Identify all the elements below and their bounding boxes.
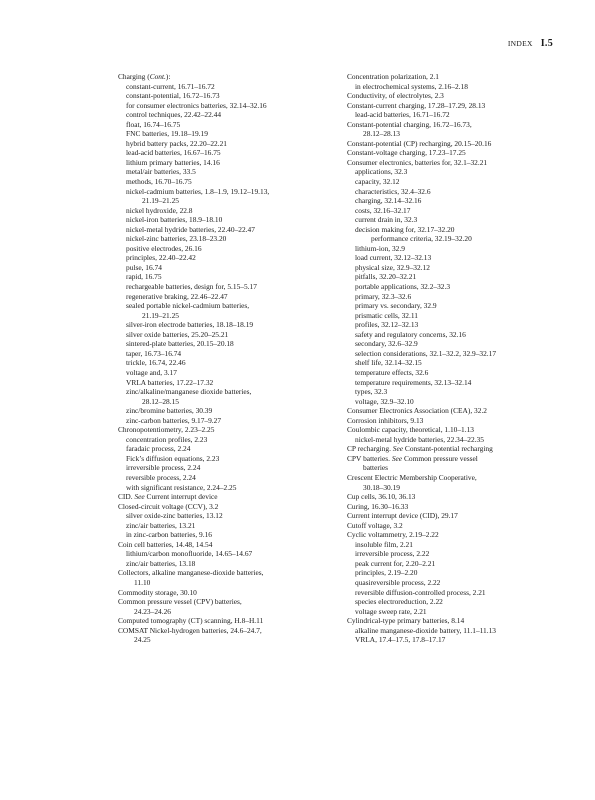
entry-text: in zinc-carbon batteries, 9.16 (126, 530, 212, 540)
index-subentry (347, 483, 562, 493)
index-entry (118, 502, 333, 512)
index-entry (118, 425, 333, 435)
index-subentry (118, 196, 333, 206)
entry-text: 24.23–24.26 (134, 606, 171, 616)
entry-text: quasireversible process, 2.22 (355, 577, 441, 587)
index-subentry (118, 206, 333, 216)
entry-text: zinc-carbon batteries, 9.17–9.27 (126, 415, 222, 425)
index-subentry (347, 167, 562, 177)
index-subentry (347, 234, 562, 244)
index-subentry (118, 368, 333, 378)
entry-text: Constant-potential charging, 16.72–16.73, (347, 119, 472, 129)
index-subentry (347, 272, 562, 282)
entry-text: sealed portable nickel-cadmium batteries, (126, 301, 250, 311)
entry-text: in electrochemical systems, 2.16–2.18 (355, 81, 468, 91)
entry-text: temperature effects, 32.6 (355, 367, 429, 377)
index-subentry (118, 91, 333, 101)
index-subentry (347, 597, 562, 607)
entry-text: constant-current, 16.71–16.72 (126, 81, 215, 91)
entry-text: lithium/carbon monofluoride, 14.65–14.67 (126, 549, 253, 559)
entry-text: Curing, 16.30–16.33 (347, 501, 409, 511)
entry-text: 28.12–28.15 (142, 396, 179, 406)
entry-text: zinc/alkaline/manganese dioxide batteries, (126, 387, 252, 397)
index-entry (118, 72, 333, 82)
entry-text: regenerative braking, 22.46–22.47 (126, 291, 228, 301)
entry-text: silver oxide-zinc batteries, 13.12 (126, 511, 223, 521)
index-subentry (118, 330, 333, 340)
index-entry (118, 626, 333, 636)
index-subentry (118, 225, 333, 235)
entry-text: nickel-metal hydride batteries, 22.40–22.47 (126, 224, 255, 234)
entry-text: concentration profiles, 2.23 (126, 434, 208, 444)
index-entry (347, 502, 562, 512)
entry-text: CPV batteries. (347, 453, 392, 463)
entry-text: methods, 16.70–16.75 (126, 177, 192, 187)
index-entry (347, 101, 562, 111)
entry-text: lithium-ion, 32.9 (355, 243, 405, 253)
index-subentry (118, 435, 333, 445)
entry-text: rechargeable batteries, design for, 5.15–5.17 (126, 282, 257, 292)
entry-text: 28.12–28.13 (363, 129, 400, 139)
entry-text: nickel-iron batteries, 18.9–18.10 (126, 215, 223, 225)
index-subentry (118, 301, 333, 311)
entry-text: Concentration polarization, 2.1 (347, 72, 439, 81)
index-column-left (118, 72, 333, 645)
entry-text: load current, 32.12–32.13 (355, 253, 432, 263)
index-entry (347, 148, 562, 158)
index-subentry (118, 358, 333, 368)
index-entry (347, 511, 562, 521)
entry-text: zinc/bromine batteries, 30.39 (126, 406, 213, 416)
entry-text: Commodity storage, 30.10 (118, 587, 197, 597)
entry-text: decision making for, 32.17–32.20 (355, 224, 455, 234)
running-head (508, 38, 553, 49)
entry-text: selection considerations, 32.1–32.2, 32.9–32.17 (355, 348, 497, 358)
entry-text: irreversible process, 2.22 (355, 549, 430, 559)
entry-text: pitfalls, 32.20–32.21 (355, 272, 417, 282)
index-subentry (347, 244, 562, 254)
index-entry (347, 425, 562, 435)
index-subentry (347, 463, 562, 473)
page-number: I.5 (540, 38, 553, 49)
index-subentry (118, 511, 333, 521)
entry-text: CID. (118, 492, 135, 502)
index-subentry (347, 626, 562, 636)
entry-text: profiles, 32.12–32.13 (355, 320, 419, 330)
entry-italic: Cont. (149, 72, 166, 81)
entry-text: Crescent Electric Membership Cooperative, (347, 472, 477, 482)
index-subentry (347, 568, 562, 578)
entry-text: applications, 32.3 (355, 167, 408, 177)
index-subentry (118, 110, 333, 120)
entry-text: alkaline manganese-dioxide battery, 11.1–11.13 (355, 625, 496, 635)
index-subentry (347, 225, 562, 235)
entry-text: positive electrodes, 26.16 (126, 243, 202, 253)
index-subentry (118, 282, 333, 292)
index-subentry (347, 607, 562, 617)
index-subentry (347, 435, 562, 445)
index-subentry (118, 253, 333, 263)
index-entry (347, 416, 562, 426)
index-subentry (118, 397, 333, 407)
index-subentry (347, 82, 562, 92)
entry-text: shelf life, 32.14–32.15 (355, 358, 422, 368)
index-subentry (118, 483, 333, 493)
entry-text: taper, 16.73–16.74 (126, 348, 182, 358)
entry-text: types, 32.3 (355, 387, 388, 397)
entry-text: Corrosion inhibitors, 9.13 (347, 415, 424, 425)
index-subentry (347, 378, 562, 388)
index-subentry (118, 473, 333, 483)
index-subentry (118, 349, 333, 359)
entry-text: Cyclic voltammetry, 2.19–2.22 (347, 530, 439, 540)
entry-text: 21.19–21.25 (142, 310, 179, 320)
index-subentry (347, 253, 562, 263)
entry-text: control techniques, 22.42–22.44 (126, 110, 222, 120)
entry-text: Consumer electronics, batteries for, 32.1–32.21 (347, 157, 488, 167)
entry-text: faradaic process, 2.24 (126, 444, 191, 454)
entry-text: peak current for, 2.20–2.21 (355, 558, 436, 568)
index-subentry (347, 311, 562, 321)
entry-text: Collectors, alkaline manganese-dioxide batteries, (118, 568, 264, 578)
index-entry (347, 521, 562, 531)
index-subentry (347, 358, 562, 368)
index-subentry (347, 387, 562, 397)
entry-text: silver oxide batteries, 25.20–25.21 (126, 329, 229, 339)
index-subentry (118, 416, 333, 426)
index-subentry (118, 120, 333, 130)
index-entry (118, 597, 333, 607)
entry-text: FNC batteries, 19.18–19.19 (126, 129, 208, 139)
index-subentry (347, 187, 562, 197)
entry-text: characteristics, 32.4–32.6 (355, 186, 431, 196)
index-subentry (347, 196, 562, 206)
index-subentry (118, 607, 333, 617)
index-entry (118, 588, 333, 598)
entry-text: VRLA, 17.4–17.5, 17.8–17.17 (355, 635, 446, 645)
entry-text: VRLA batteries, 17.22–17.32 (126, 377, 214, 387)
index-subentry (347, 292, 562, 302)
index-subentry (347, 578, 562, 588)
index-subentry (118, 406, 333, 416)
index-subentry (118, 244, 333, 254)
entry-text: Cylindrical-type primary batteries, 8.14 (347, 616, 465, 626)
entry-text: Cup cells, 36.10, 36.13 (347, 492, 416, 502)
entry-text: voltage, 32.9–32.10 (355, 396, 414, 406)
entry-italic: See (391, 453, 403, 463)
index-subentry (118, 559, 333, 569)
entry-text: for consumer electronics batteries, 32.14–32.16 (126, 100, 267, 110)
entry-text: hybrid battery packs, 22.20–22.21 (126, 138, 227, 148)
entry-text: Coulombic capacity, theoretical, 1.10–1.13 (347, 425, 474, 435)
index-subentry (118, 139, 333, 149)
entry-text: current drain in, 32.3 (355, 215, 418, 225)
index-subentry (347, 559, 562, 569)
entry-text: costs, 32.16–32.17 (355, 205, 411, 215)
index-entry (347, 492, 562, 502)
index-subentry (347, 129, 562, 139)
index-entry (347, 139, 562, 149)
entry-text: zinc/air batteries, 13.21 (126, 520, 196, 530)
entry-text: secondary, 32.6–32.9 (355, 339, 418, 349)
entry-text: lead-acid batteries, 16.67–16.75 (126, 148, 221, 158)
index-subentry (118, 148, 333, 158)
index-column-right (347, 72, 562, 645)
index-subentry (118, 101, 333, 111)
entry-text: physical size, 32.9–32.12 (355, 262, 430, 272)
index-subentry (118, 311, 333, 321)
entry-text: Constant-voltage charging, 17.23–17.25 (347, 148, 466, 158)
index-subentry (118, 339, 333, 349)
entry-text: prismatic cells, 32.11 (355, 310, 418, 320)
index-subentry (118, 292, 333, 302)
entry-text: batteries (363, 463, 389, 473)
entry-text: 24.25 (134, 635, 151, 645)
entry-text: Closed-circuit voltage (CCV), 3.2 (118, 501, 219, 511)
index-entry (347, 72, 562, 82)
index-subentry (347, 215, 562, 225)
entry-text: irreversible process, 2.24 (126, 463, 201, 473)
entry-tail: ): (165, 72, 171, 81)
index-subentry (118, 272, 333, 282)
entry-text: 21.19–21.25 (142, 196, 179, 206)
index-subentry (347, 282, 562, 292)
entry-text: nickel-zinc batteries, 23.18–23.20 (126, 234, 227, 244)
entry-text: silver-iron electrode batteries, 18.18–18.19 (126, 320, 254, 330)
entry-text: reversible diffusion-controlled process, 2.21 (355, 587, 486, 597)
entry-text: Constant-potential (CP) recharging, 20.15–20.16 (347, 138, 492, 148)
entry-text: Coin cell batteries, 14.48, 14.54 (118, 539, 213, 549)
entry-text: lithium primary batteries, 14.16 (126, 157, 220, 167)
index-subentry (347, 588, 562, 598)
index-subentry (118, 187, 333, 197)
entry-text: Conductivity, of electrolytes, 2.3 (347, 91, 444, 101)
index-subentry (118, 129, 333, 139)
index-subentry (118, 463, 333, 473)
entry-text: primary, 32.3–32.6 (355, 291, 412, 301)
entry-text: constant-potential, 16.72–16.73 (126, 91, 220, 101)
entry-text: voltage sweep rate, 2.21 (355, 606, 427, 616)
index-subentry (347, 339, 562, 349)
index-subentry (118, 158, 333, 168)
entry-text: Cutoff voltage, 3.2 (347, 520, 403, 530)
entry-tail: Constant-potential recharging (403, 444, 493, 454)
entry-text: Computed tomography (CT) scanning, H.8–H.11 (118, 616, 264, 626)
index-subentry (118, 444, 333, 454)
entry-text: 11.10 (134, 577, 151, 587)
index-entry (118, 568, 333, 578)
index-subentry (118, 521, 333, 531)
entry-text: rapid, 16.75 (126, 272, 162, 282)
index-subentry (118, 387, 333, 397)
index-subentry (347, 635, 562, 645)
entry-text: Common pressure vessel (CPV) batteries, (118, 597, 242, 607)
index-subentry (347, 368, 562, 378)
index-subentry (118, 320, 333, 330)
index-subentry (347, 540, 562, 550)
entry-text: principles, 2.19–2.20 (355, 568, 418, 578)
index-subentry (347, 301, 562, 311)
index-subentry (347, 206, 562, 216)
index-subentry (118, 234, 333, 244)
index-subentry (118, 635, 333, 645)
index-subentry (347, 177, 562, 187)
index-subentry (118, 378, 333, 388)
index-subentry (347, 397, 562, 407)
index-entry (347, 158, 562, 168)
index-entry (347, 454, 562, 464)
index-subentry (118, 177, 333, 187)
index-subentry (347, 110, 562, 120)
entry-text: metal/air batteries, 33.5 (126, 167, 196, 177)
entry-text: CP recharging. (347, 444, 393, 454)
entry-text: principles, 22.40–22.42 (126, 253, 196, 263)
entry-text: lead-acid batteries, 16.71–16.72 (355, 110, 450, 120)
entry-text: pulse, 16.74 (126, 262, 162, 272)
entry-text: sintered-plate batteries, 20.15–20.18 (126, 339, 234, 349)
entry-text: Constant-current charging, 17.28–17.29, 28.13 (347, 100, 486, 110)
index-subentry (347, 330, 562, 340)
index-entry (347, 91, 562, 101)
entry-text: float, 16.74–16.75 (126, 119, 181, 129)
entry-text: portable applications, 32.2–32.3 (355, 282, 451, 292)
running-head-label: INDEX (507, 39, 533, 48)
index-subentry (118, 454, 333, 464)
entry-text: 30.18–30.19 (363, 482, 400, 492)
entry-text: nickel-metal hydride batteries, 22.34–22.35 (355, 434, 484, 444)
index-entry (347, 120, 562, 130)
entry-tail: Current interrupt device (144, 492, 218, 502)
entry-text: Chronopotentiometry, 2.23–2.25 (118, 425, 215, 435)
index-subentry (118, 263, 333, 273)
index-subentry (118, 167, 333, 177)
index-subentry (118, 530, 333, 540)
index-entry (118, 540, 333, 550)
entry-italic: See (392, 444, 404, 454)
entry-text: nickel-cadmium batteries, 1.8–1.9, 19.12–19.13, (126, 186, 270, 196)
index-entry (347, 616, 562, 626)
entry-text: with significant resistance, 2.24–2.25 (126, 482, 237, 492)
entry-text: primary vs. secondary, 32.9 (355, 301, 437, 311)
entry-text: Fick’s diffusion equations, 2.23 (126, 453, 220, 463)
index-entry (118, 616, 333, 626)
index-subentry (347, 263, 562, 273)
index-subentry (347, 320, 562, 330)
index-subentry (118, 578, 333, 588)
entry-text: zinc/air batteries, 13.18 (126, 558, 196, 568)
entry-text: nickel hydroxide, 22.8 (126, 205, 193, 215)
entry-text: Consumer Electronics Association (CEA), 32.2 (347, 406, 487, 416)
index-entry (347, 530, 562, 540)
index-subentry (347, 549, 562, 559)
index-subentry (118, 215, 333, 225)
index-subentry (118, 549, 333, 559)
entry-tail: Common pressure vessel (402, 453, 478, 463)
entry-text: reversible process, 2.24 (126, 472, 196, 482)
index-subentry (347, 349, 562, 359)
index-entry (347, 473, 562, 483)
entry-text: trickle, 16.74, 22.46 (126, 358, 186, 368)
entry-text: safety and regulatory concerns, 32.16 (355, 329, 466, 339)
index-entry (118, 492, 333, 502)
entry-text: capacity, 32.12 (355, 177, 400, 187)
entry-text: COMSAT Nickel-hydrogen batteries, 24.6–24.7, (118, 625, 262, 635)
index-entry (347, 406, 562, 416)
entry-text: temperature requirements, 32.13–32.14 (355, 377, 472, 387)
entry-text: Charging ( (118, 72, 150, 81)
entry-italic: See (134, 492, 145, 502)
index-subentry (118, 82, 333, 92)
entry-text: Current interrupt device (CID), 29.17 (347, 511, 458, 521)
entry-text: species electroreduction, 2.22 (355, 597, 443, 607)
entry-text: charging, 32.14–32.16 (355, 196, 422, 206)
entry-text: voltage and, 3.17 (126, 367, 177, 377)
entry-text: performance criteria, 32.19–32.20 (371, 234, 472, 244)
index-entry (347, 444, 562, 454)
entry-text: insoluble film, 2.21 (355, 539, 413, 549)
